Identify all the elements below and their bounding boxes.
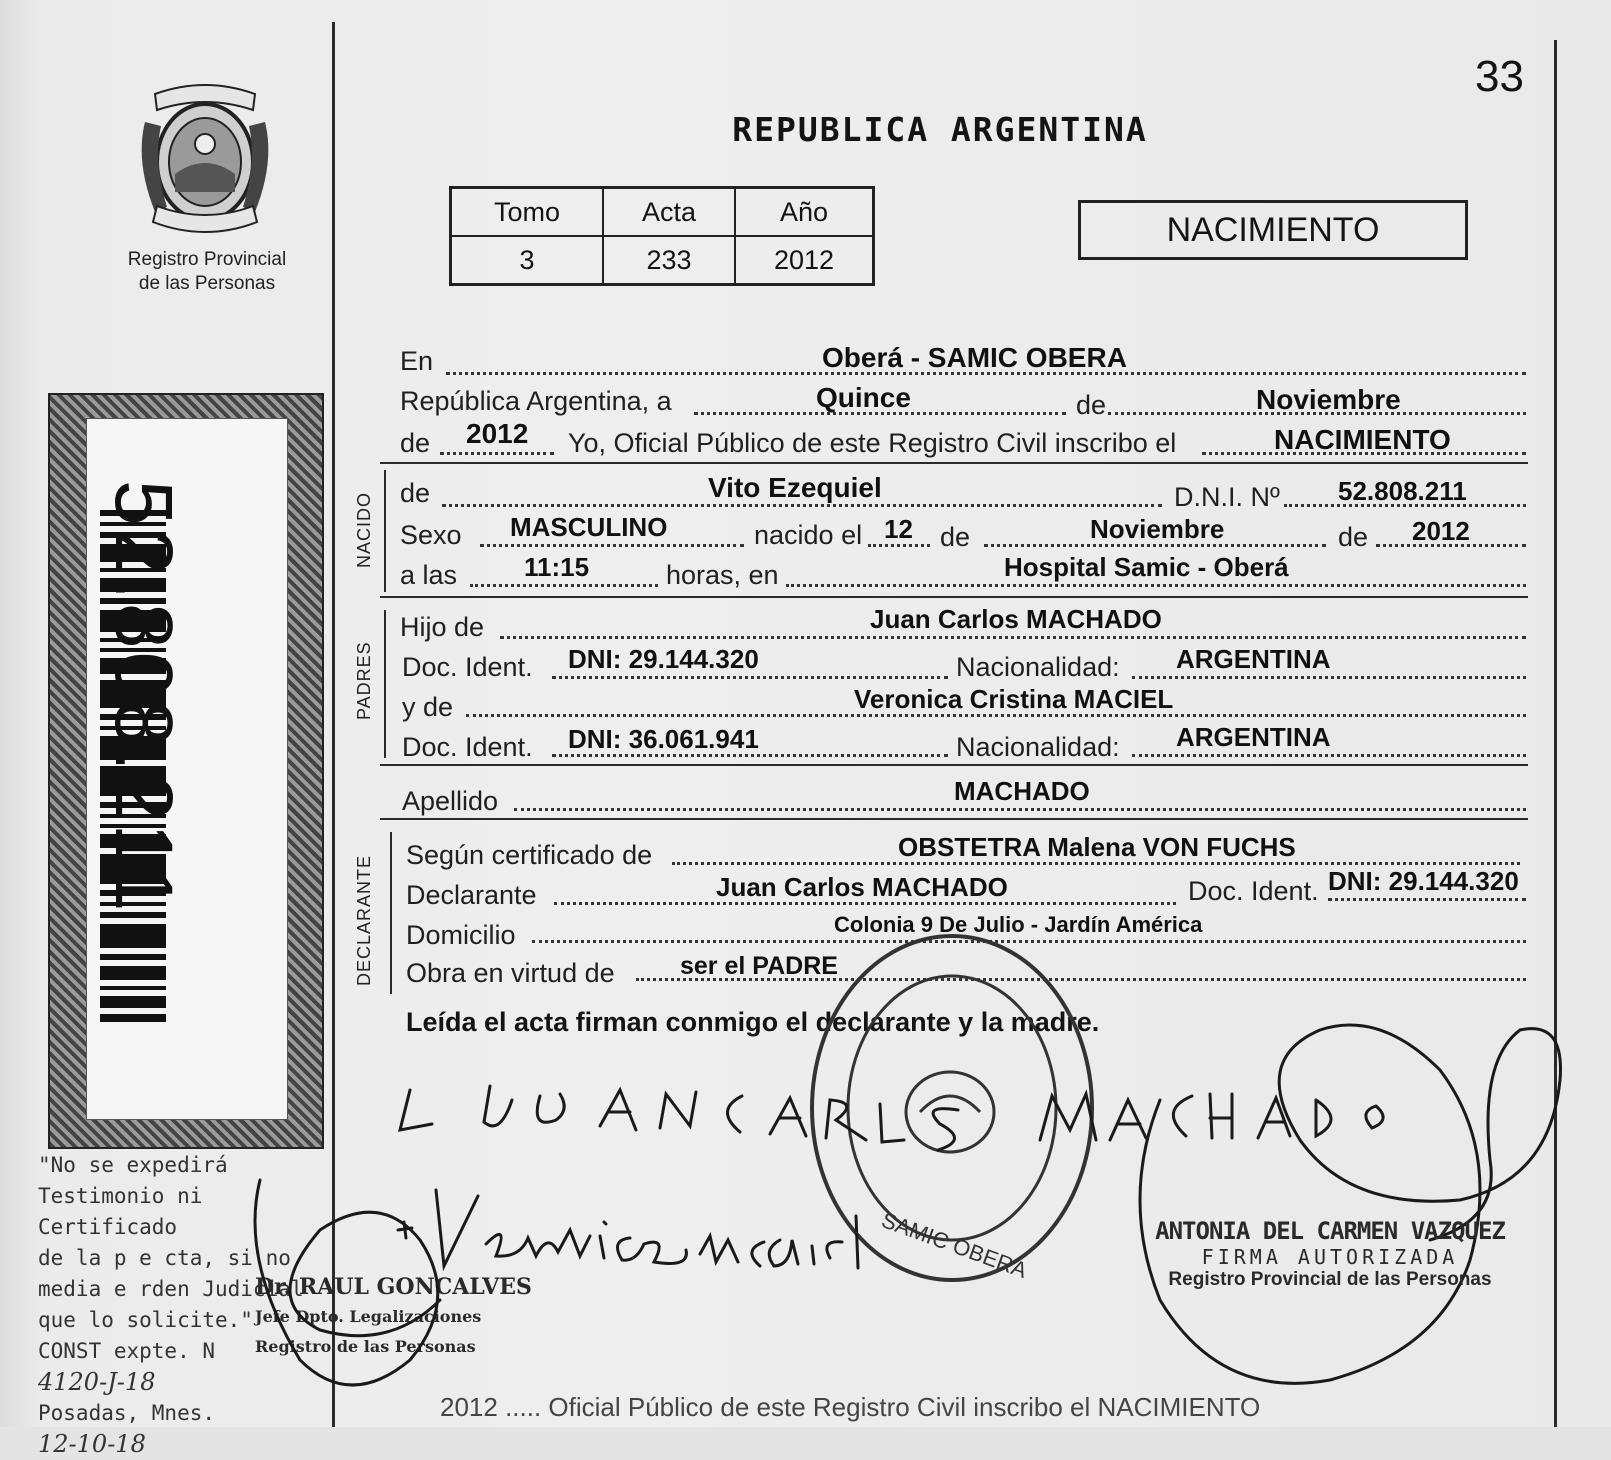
legal-note-line: CONST expte. N — [38, 1339, 216, 1363]
obra-label: Obra en virtud de — [406, 958, 615, 988]
year-value: 2012 — [466, 418, 529, 449]
tomo-header: Tomo — [451, 188, 604, 237]
domicilio-value: Colonia 9 De Julio - Jardín América — [834, 912, 1203, 937]
acta-value: 233 — [603, 236, 735, 285]
legalizer-stamp-line: Dr. RAUL GONCALVES — [255, 1274, 532, 1300]
ano-header: Año — [735, 188, 874, 237]
domicilio-label: Domicilio — [406, 920, 516, 950]
declarante-value: Juan Carlos MACHADO — [716, 872, 1008, 902]
mother-doc-label: Doc. Ident. — [402, 732, 533, 762]
legal-note-line: de la p e cta, si no — [38, 1246, 291, 1270]
en-label: En — [400, 346, 434, 376]
year-prefix-label: de — [400, 428, 431, 458]
mother-name: Veronica Cristina MACIEL — [854, 684, 1174, 714]
official-name: ANTONIA DEL CARMEN VAZQUEZ — [1155, 1217, 1505, 1245]
child-name: Vito Ezequiel — [708, 472, 882, 503]
month-value: Noviembre — [1256, 384, 1401, 415]
page-number: 33 — [1475, 52, 1524, 101]
mother-signature — [398, 1190, 858, 1268]
legal-note-line: Testimonio ni Certificado — [38, 1184, 203, 1239]
republica-label: República Argentina, a — [400, 386, 672, 416]
y-de-label: y de — [402, 692, 454, 722]
inscribe-value: NACIMIENTO — [1274, 424, 1451, 455]
mother-nat: ARGENTINA — [1176, 722, 1331, 752]
father-doc: DNI: 29.144.320 — [568, 644, 759, 674]
round-seal-inner-text: SAMIC OBERA — [878, 1207, 1031, 1283]
hijo-de-label: Hijo de — [400, 612, 485, 642]
legal-note-line: Posadas, Mnes. — [38, 1401, 216, 1425]
a-las-label: a las — [400, 560, 458, 590]
birth-day: 12 — [884, 514, 913, 544]
birth-month: Noviembre — [1090, 514, 1225, 544]
registry-label-line2: de las Personas — [138, 273, 276, 294]
de-label: de — [1076, 390, 1107, 420]
registry-label-line1: Registro Provincial — [127, 249, 287, 270]
birth-de1-label: de — [940, 522, 971, 552]
declarante-doc: DNI: 29.144.320 — [1328, 866, 1519, 896]
official-stamp — [1140, 1217, 1520, 1291]
tomo-value: 3 — [451, 236, 604, 285]
legal-note-line: 12-10-18 — [38, 1430, 146, 1458]
legalizer-signature — [255, 1180, 440, 1385]
legal-note-line: que lo solicite." — [38, 1308, 253, 1332]
father-nat: ARGENTINA — [1176, 644, 1331, 674]
mother-doc: DNI: 36.061.941 — [568, 724, 759, 754]
birth-year: 2012 — [1412, 516, 1470, 546]
dni-label: D.N.I. Nº — [1174, 482, 1280, 512]
nacido-el-label: nacido el — [754, 520, 863, 550]
record-type-box: NACIMIENTO — [1078, 200, 1468, 260]
legal-note-line: media e rden Judicial — [38, 1277, 304, 1301]
mother-nat-label: Nacionalidad: — [956, 732, 1120, 762]
horas-label: horas, en — [666, 560, 779, 590]
place-value: Hospital Samic - Oberá — [1004, 552, 1289, 582]
official-signature — [1140, 1025, 1561, 1383]
sexo-value: MASCULINO — [510, 512, 668, 542]
birth-de2-label: de — [1338, 522, 1369, 552]
sexo-label: Sexo — [400, 520, 462, 550]
apellido-label: Apellido — [402, 786, 499, 816]
declarante-label: Declarante — [406, 880, 537, 910]
segun-label: Según certificado de — [406, 840, 653, 870]
apellido-value: MACHADO — [954, 776, 1090, 806]
ano-value: 2012 — [735, 236, 874, 285]
hour-value: 11:15 — [524, 552, 590, 582]
legal-note-line: 4120-J-18 — [38, 1368, 156, 1396]
next-page-ghost-text: 2012 ..... Oficial Público de este Registro Civil inscribo el NACIMIENTO — [440, 1392, 1261, 1422]
dni-value: 52.808.211 — [1338, 476, 1467, 506]
father-nat-label: Nacionalidad: — [956, 652, 1120, 682]
document-title: REPUBLICA ARGENTINA — [732, 110, 1148, 149]
closing-statement: Leída el acta firman conmigo el declarante y la madre. — [406, 1007, 1100, 1037]
obra-value: ser el PADRE — [680, 952, 838, 980]
child-de-label: de — [400, 478, 431, 508]
father-doc-label: Doc. Ident. — [402, 652, 533, 682]
official-role: FIRMA AUTORIZADA — [1201, 1245, 1459, 1269]
declarante-doc-label: Doc. Ident. — [1188, 876, 1319, 906]
legalizer-stamp-line: Registro de las Personas — [255, 1337, 476, 1356]
father-signature — [400, 1086, 1383, 1150]
day-value: Quince — [816, 382, 911, 413]
certificado-value: OBSTETRA Malena VON FUCHS — [898, 832, 1296, 862]
father-name: Juan Carlos MACHADO — [870, 604, 1162, 634]
en-value: Oberá - SAMIC OBERA — [822, 342, 1127, 373]
legalizer-stamp-line: Jefe Dpto. Legalizaciones — [255, 1307, 482, 1326]
official-office: Registro Provincial de las Personas — [1168, 1269, 1492, 1290]
oficial-text: Yo, Oficial Público de este Registro Civil inscribo el — [568, 428, 1177, 458]
acta-header: Acta — [603, 188, 735, 237]
legal-note-line: "No se expedirá — [38, 1153, 228, 1177]
